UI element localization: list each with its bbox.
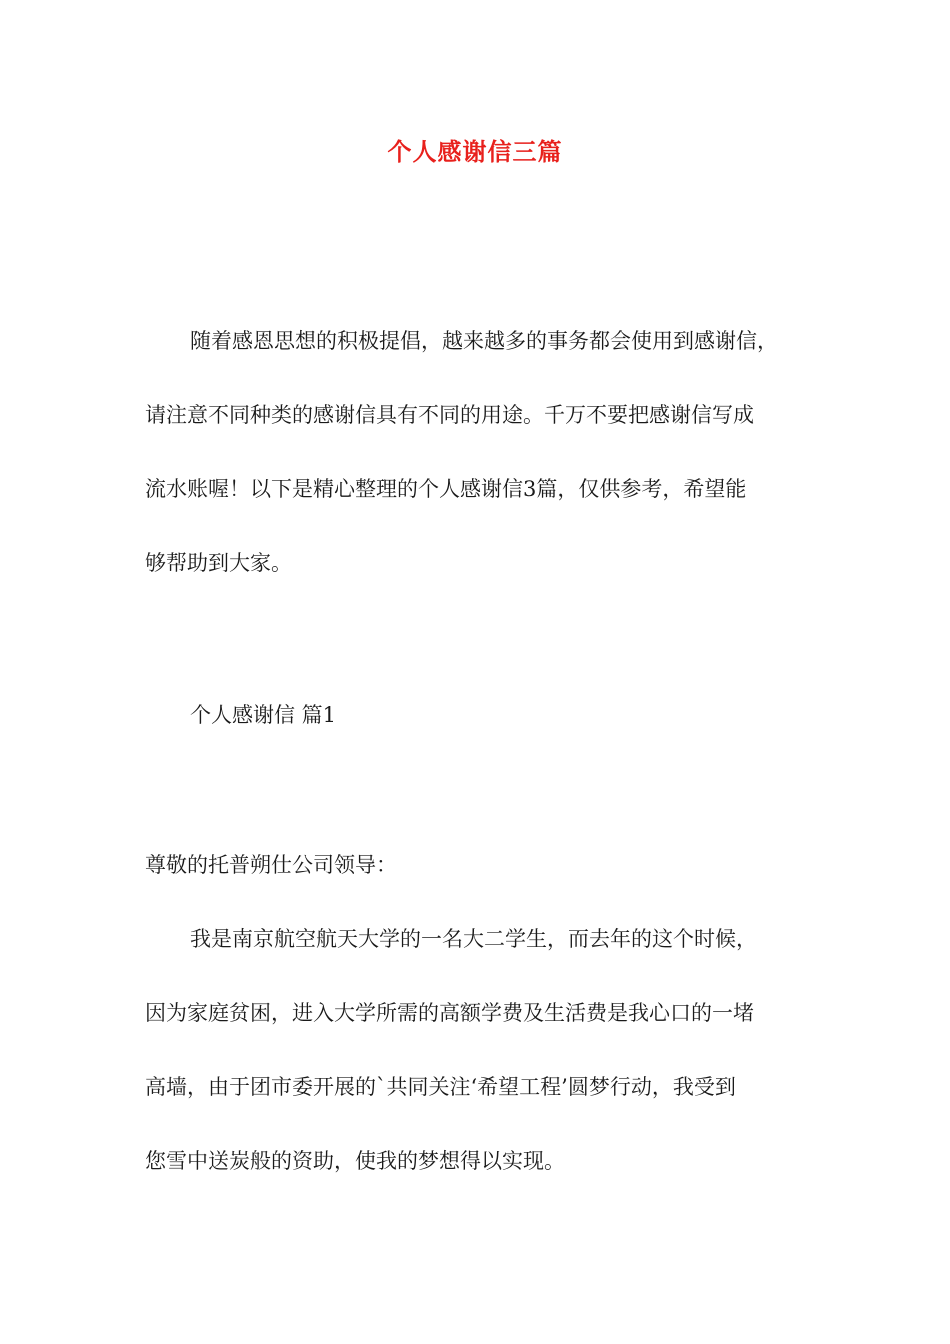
- section-heading: 个人感谢信 篇1: [190, 703, 337, 727]
- salutation: 尊敬的托普朔仕公司领导：: [145, 853, 397, 877]
- intro-line-3: 流水账喔！以下是精心整理的个人感谢信3篇，仅供参考，希望能: [145, 477, 747, 501]
- body-line-2: 因为家庭贫困，进入大学所需的高额学费及生活费是我心口的一堵: [145, 1001, 754, 1025]
- intro-line-1: 随着感恩思想的积极提倡，越来越多的事务都会使用到感谢信，: [190, 329, 778, 353]
- intro-line-2: 请注意不同种类的感谢信具有不同的用途。千万不要把感谢信写成: [145, 403, 754, 427]
- body-line-1: 我是南京航空航天大学的一名大二学生，而去年的这个时候，: [190, 927, 757, 951]
- document-title: 个人感谢信三篇: [387, 137, 563, 166]
- intro-line-4: 够帮助到大家。: [145, 551, 292, 575]
- body-line-4: 您雪中送炭般的资助，使我的梦想得以实现。: [145, 1149, 565, 1173]
- body-line-3: 高墙，由于团市委开展的`共同关注‘希望工程’圆梦行动，我受到: [145, 1075, 736, 1099]
